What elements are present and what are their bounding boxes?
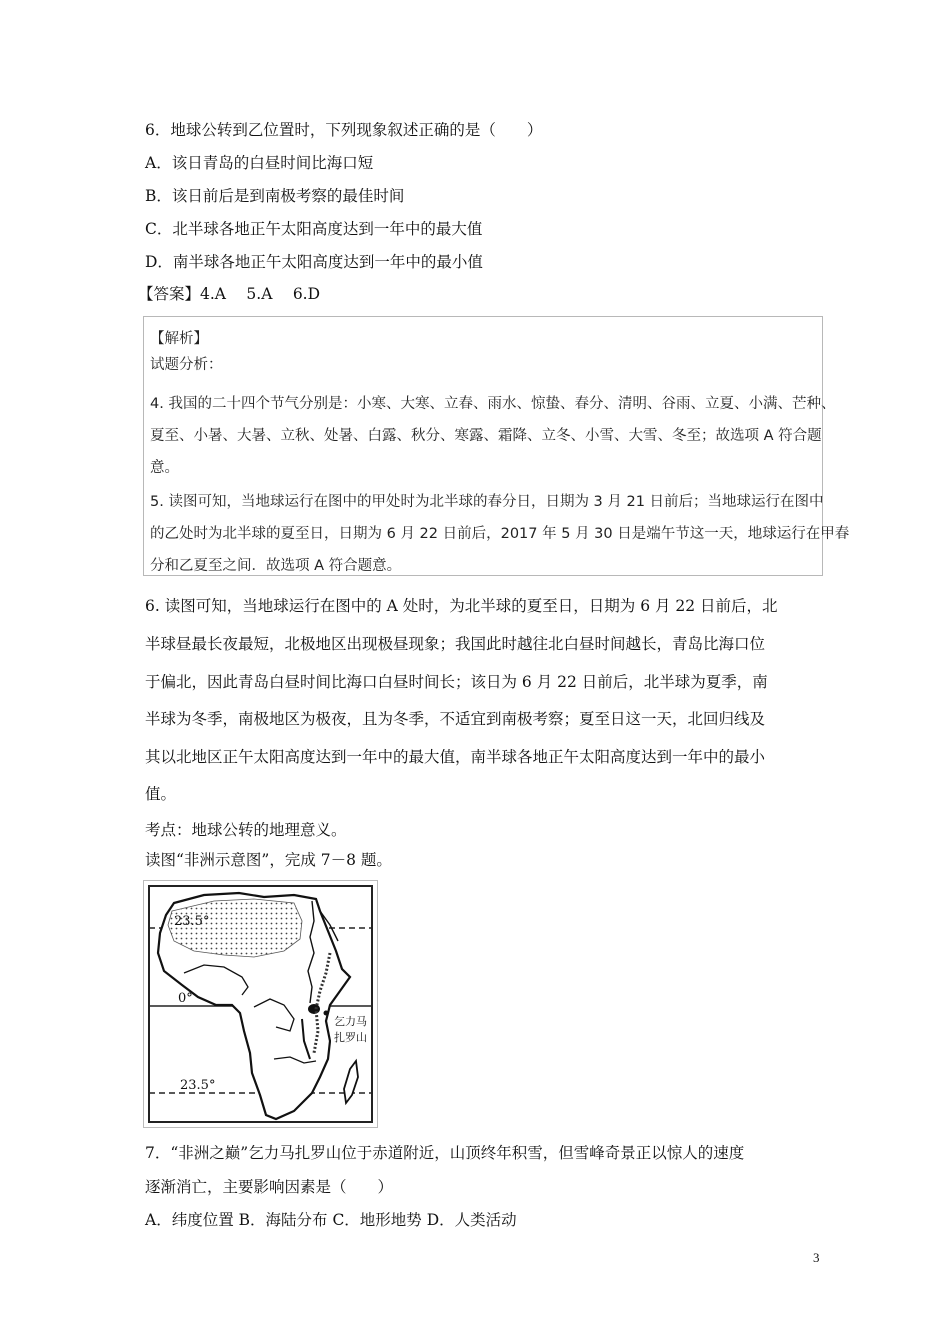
q6-stem: 6．地球公转到乙位置时，下列现象叙述正确的是（ ）: [145, 121, 543, 139]
analysis6-line: 其以北地区正午太阳高度达到一年中的最大值，南半球各地正午太阳高度达到一年中的最小: [145, 748, 766, 766]
analysis-line: 分和乙夏至之间．故选项 A 符合题意。: [150, 558, 402, 574]
analysis-line: 的乙处时为北半球的夏至日，日期为 6 月 22 日前后，2017 年 5 月 30 日是端午节这一天，地球运行在甲春: [150, 526, 850, 542]
analysis-line: 4. 我国的二十四个节气分别是：小寒、大寒、立春、雨水、惊蛰、春分、清明、谷雨、立夏、小满、芒种、: [150, 396, 836, 412]
kilimanjaro-marker: [324, 1011, 329, 1016]
africa-map-svg: [144, 881, 377, 1127]
analysis-line: 意。: [150, 460, 179, 476]
q6-option-a: A．该日青岛的白昼时间比海口短: [145, 154, 374, 172]
page-number: 3: [813, 1250, 820, 1265]
analysis-line: 夏至、小暑、大暑、立秋、处暑、白露、秋分、寒露、霜降、立冬、小雪、大雪、冬至；故选项 A 符合题: [150, 428, 822, 444]
label-kilimanjaro-1: 乞力马: [334, 1015, 367, 1028]
label-tropic-south: 23.5°: [180, 1078, 216, 1093]
analysis6-line: 于偏北，因此青岛白昼时间比海口白昼时间长；该日为 6 月 22 日前后，北半球为夏季，南: [145, 673, 768, 691]
analysis6-line: 6. 读图可知，当地球运行在图中的 A 处时，为北半球的夏至日，日期为 6 月 22 日前后，北: [145, 597, 778, 615]
label-equator: 0°: [178, 991, 193, 1006]
q7-stem-line1: 7．“非洲之巅”乞力马扎罗山位于赤道附近，山顶终年积雪，但雪峰奇景正以惊人的速度: [145, 1144, 745, 1162]
answer-line: 【答案】4.A 5.A 6.D: [138, 285, 321, 303]
analysis6-line: 半球为冬季，南极地区为极夜，且为冬季，不适宜到南极考察；夏至日这一天，北回归线及: [145, 710, 766, 728]
analysis-title: 【解析】: [150, 331, 208, 347]
analysis6-line: 值。: [145, 785, 177, 803]
label-tropic-north: 23.5°: [174, 914, 210, 929]
kaodian: 考点：地球公转的地理意义。: [145, 821, 347, 839]
q6-option-c: C．北半球各地正午太阳高度达到一年中的最大值: [145, 220, 483, 238]
analysis-subtitle: 试题分析：: [150, 357, 223, 373]
madagascar: [344, 1061, 358, 1103]
analysis6-line: 半球昼最长夜最短，北极地区出现极昼现象；我国此时越往北白昼时间越长，青岛比海口位: [145, 635, 766, 653]
africa-map: [143, 880, 378, 1128]
q7-stem-line2: 逐渐消亡，主要影响因素是（ ）: [145, 1178, 394, 1196]
analysis-line: 5. 读图可知，当地球运行在图中的甲处时为北半球的春分日，日期为 3 月 21 日前后；当地球运行在图中: [150, 494, 824, 510]
q6-option-b: B．该日前后是到南极考察的最佳时间: [145, 187, 405, 205]
q6-option-d: D．南半球各地正午太阳高度达到一年中的最小值: [145, 253, 483, 271]
q7-options: A．纬度位置 B．海陆分布 C．地形地势 D．人类活动: [145, 1211, 517, 1229]
map-instruction: 读图“非洲示意图”，完成 7－8 题。: [145, 851, 392, 869]
label-kilimanjaro-2: 扎罗山: [334, 1031, 367, 1044]
analysis-box: [143, 316, 850, 576]
